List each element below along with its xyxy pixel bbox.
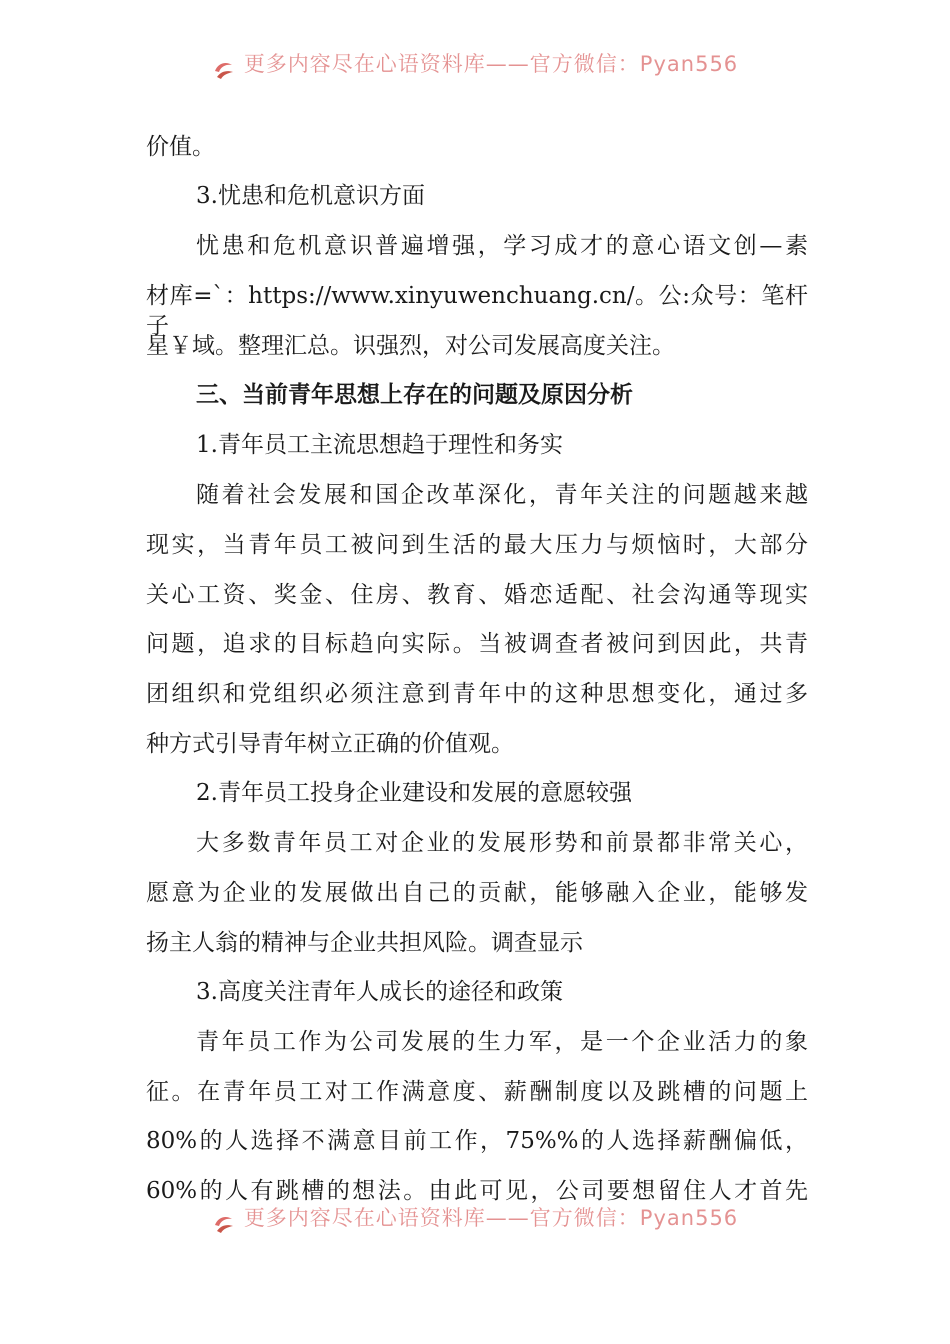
paragraph-line: 星￥域。整理汇总。识强烈，对公司发展高度关注。: [146, 333, 675, 359]
subsection-heading: 1.青年员工主流思想趋于理性和务实: [196, 432, 563, 458]
paragraph-line: 忧患和危机意识普遍增强，学习成才的意心语文创—素: [196, 233, 808, 259]
paragraph-line: 征。在青年员工对工作满意度、薪酬制度以及跳槽的问题上: [146, 1079, 808, 1105]
paragraph-line: 问题，追求的目标趋向实际。当被调查者被问到因此，共青: [146, 631, 808, 657]
watermark-text: 更多内容尽在心语资料库——官方微信：Pyan556: [243, 52, 739, 76]
section-heading: 三、当前青年思想上存在的问题及原因分析: [196, 382, 633, 408]
paragraph-line: 80%的人选择不满意目前工作，75%%的人选择薪酬偏低，: [146, 1128, 808, 1154]
subsection-heading: 3.高度关注青年人成长的途径和政策: [196, 979, 563, 1005]
paragraph-line: 扬主人翁的精神与企业共担风险。调查显示: [146, 930, 583, 956]
paragraph-line: 随着社会发展和国企改革深化，青年关注的问题越来越: [196, 482, 808, 508]
watermark-logo-icon: [212, 57, 236, 81]
paragraph-line: 价值。: [146, 134, 215, 160]
paragraph-line: 种方式引导青年树立正确的价值观。: [146, 731, 514, 757]
header-watermark: [0, 52, 950, 86]
paragraph-line: 团组织和党组织必须注意到青年中的这种思想变化，通过多: [146, 681, 808, 707]
paragraph-line: 关心工资、奖金、住房、教育、婚恋适配、社会沟通等现实: [146, 582, 808, 608]
subsection-heading: 3.忧患和危机意识方面: [196, 183, 425, 209]
paragraph-line: 现实，当青年员工被问到生活的最大压力与烦恼时，大部分: [146, 532, 808, 558]
subsection-heading: 2.青年员工投身企业建设和发展的意愿较强: [196, 780, 632, 806]
paragraph-line: 60%的人有跳槽的想法。由此可见，公司要想留住人才首先: [146, 1178, 808, 1204]
watermark-text: 更多内容尽在心语资料库——官方微信：Pyan556: [243, 1206, 739, 1230]
watermark-logo-icon: [212, 1211, 236, 1235]
footer-watermark: [0, 1206, 950, 1240]
paragraph-line: 大多数青年员工对企业的发展形势和前景都非常关心，: [196, 830, 808, 856]
paragraph-line: 愿意为企业的发展做出自己的贡献，能够融入企业，能够发: [146, 880, 808, 906]
paragraph-line: 青年员工作为公司发展的生力军，是一个企业活力的象: [196, 1029, 808, 1055]
paragraph-line: 材库=`：https://www.xinyuwenchuang.cn/。公:众号：笔杆子: [146, 283, 808, 339]
